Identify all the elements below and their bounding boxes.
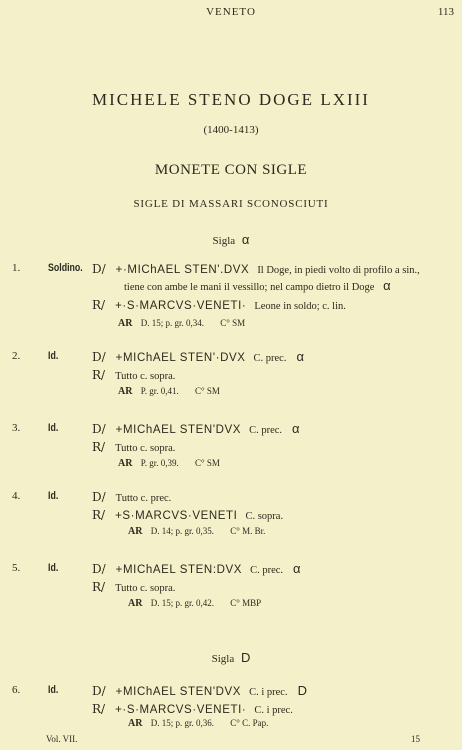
subsection-heading: SIGLE DI MASSARI SCONOSCIUTI	[133, 198, 329, 210]
denomination: Id.	[48, 350, 59, 362]
diameter-weight: D. 15; p. gr. 0,36.	[150, 718, 214, 728]
reverse-description: Tutto c. sopra.	[115, 371, 176, 382]
reverse-symbol: R/	[92, 702, 106, 716]
reverse-symbol: R/	[92, 440, 106, 454]
obverse-line	[92, 348, 304, 366]
section-heading: MONETE CON SIGLE	[154, 162, 308, 178]
reverse-line	[92, 366, 175, 384]
obverse-sigla: α	[293, 561, 301, 576]
diameter-weight: D. 14; p. gr. 0,35.	[150, 526, 214, 536]
reverse-description: Tutto c. sopra.	[115, 583, 176, 594]
sigla-label: Sigla	[212, 235, 236, 247]
obverse-line	[92, 420, 300, 438]
sigla-mark: α	[241, 232, 250, 247]
reverse-line	[92, 506, 283, 524]
obverse-legend: +MIChAEL STEN'DVX	[115, 424, 242, 436]
obverse-legend: +MIChAEL STEN'·DVX	[115, 352, 246, 364]
weight: P. gr. 0,41.	[140, 386, 179, 396]
entry-number: 5.	[12, 562, 21, 574]
obverse-line	[92, 260, 420, 278]
obverse-legend: +MIChAEL STEN'DVX	[115, 686, 242, 698]
entry-number: 4.	[12, 490, 21, 502]
obverse-symbol: D/	[92, 562, 106, 576]
obverse-description: C. prec.	[250, 565, 284, 576]
reverse-line	[92, 700, 293, 718]
entry-number: 1.	[12, 262, 21, 274]
weight: P. gr. 0,39.	[140, 458, 179, 468]
metal: AR	[118, 318, 133, 329]
doge-title: MICHELE STENO DOGE LXIII	[92, 90, 370, 109]
sigla-label: Sigla	[211, 653, 235, 665]
metal: AR	[128, 526, 143, 537]
collection: C° C. Pap.	[230, 718, 269, 728]
obverse-description: C. i prec.	[249, 687, 288, 698]
volume-label: Vol. VII.	[46, 734, 78, 744]
reverse-line	[92, 438, 175, 456]
metal: AR	[128, 598, 143, 609]
denomination: Id.	[48, 684, 59, 696]
obverse-symbol: D/	[92, 490, 106, 504]
reverse-legend: +·S·MARCVS·VENETI·	[115, 704, 247, 716]
specimen-data	[128, 598, 261, 609]
obverse-symbol: D/	[92, 422, 106, 436]
obverse-sigla: α	[296, 349, 304, 364]
sigla-heading	[0, 650, 462, 665]
specimen-data	[118, 458, 220, 469]
metal: AR	[128, 718, 143, 729]
obverse-sigla: α	[292, 421, 300, 436]
obverse-line	[92, 682, 307, 700]
entry-number: 6.	[12, 684, 21, 696]
collection: C° SM	[194, 458, 220, 468]
collection: C° MBP	[230, 598, 262, 608]
entry-number: 2.	[12, 350, 21, 362]
reign-dates: (1400-1413)	[203, 124, 259, 136]
sigla-mark: D	[240, 650, 251, 665]
reverse-symbol: R/	[92, 508, 106, 522]
diameter-weight: D. 15; p. gr. 0,34.	[140, 318, 204, 328]
specimen-data	[128, 526, 265, 537]
entry-number: 3.	[12, 422, 21, 434]
specimen-data	[118, 386, 220, 397]
denomination: Soldino.	[48, 262, 83, 274]
reverse-description: C. sopra.	[245, 511, 284, 522]
obverse-sigla: α	[383, 278, 391, 293]
denomination: Id.	[48, 490, 59, 502]
sigla-heading	[0, 232, 462, 247]
reverse-description: Leone in soldo; c. lin.	[254, 301, 346, 312]
reverse-line	[92, 296, 346, 314]
obverse-line	[92, 560, 301, 578]
obverse-description: C. prec.	[249, 425, 283, 436]
collection: C° SM	[194, 386, 220, 396]
reverse-symbol: R/	[92, 580, 106, 594]
page-number: 113	[437, 6, 454, 18]
specimen-data	[118, 318, 245, 329]
obverse-legend: +MIChAEL STEN:DVX	[115, 564, 243, 576]
reverse-description: C. i prec.	[254, 705, 293, 716]
denomination: Id.	[48, 562, 59, 574]
collection: C° M. Br.	[230, 526, 266, 536]
obverse-description: Tutto c. prec.	[115, 493, 172, 504]
obverse-description-cont: tiene con ambe le mani il vessillo; nel campo dietro il Doge α	[124, 278, 391, 293]
specimen-data	[128, 718, 268, 729]
signature-mark: 15	[411, 734, 420, 744]
reverse-legend: +·S·MARCVS·VENETI·	[115, 300, 247, 312]
obverse-description: C. prec.	[253, 353, 287, 364]
obverse-symbol: D/	[92, 350, 106, 364]
reverse-line	[92, 578, 175, 596]
metal: AR	[118, 458, 133, 469]
reverse-symbol: R/	[92, 368, 106, 382]
diameter-weight: D. 15; p. gr. 0,42.	[150, 598, 214, 608]
reverse-description: Tutto c. sopra.	[115, 443, 176, 454]
metal: AR	[118, 386, 133, 397]
obverse-symbol: D/	[92, 262, 106, 276]
denomination: Id.	[48, 422, 59, 434]
collection: C° SM	[220, 318, 246, 328]
reverse-legend: +S·MARCVS·VENETI	[115, 510, 238, 522]
obverse-symbol: D/	[92, 684, 106, 698]
reverse-symbol: R/	[92, 298, 106, 312]
running-head: VENETO	[206, 6, 256, 18]
obverse-description: Il Doge, in piedi volto di profilo a sin.,	[257, 265, 420, 276]
obverse-legend: +·MIChAEL STEN'.DVX	[115, 264, 250, 276]
obverse-sigla: D	[297, 683, 307, 698]
obverse-line	[92, 488, 171, 506]
